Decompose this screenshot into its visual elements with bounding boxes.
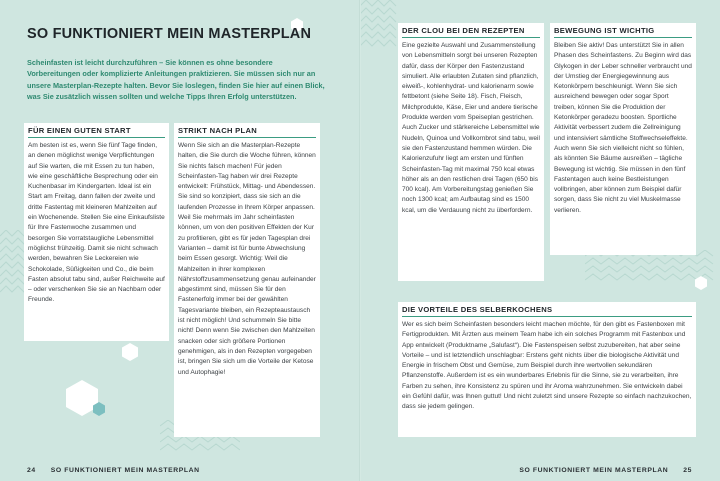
zigzag-pattern-right [585, 250, 715, 300]
page-number-left [27, 467, 200, 474]
zigzag-pattern-top [360, 0, 400, 120]
box-heading: DIE VORTEILE DES SELBERKOCHENS [402, 305, 692, 317]
intro-paragraph: Scheinfasten ist leicht durchzuführen – Sie können es ohne besondere Vorbereitungen oder komplizierte Anleitungen praktizieren. Sie müssen sich nur an unsere Masterplan-Rezepte halten. Bevor Sie loslegen, finden Sie hier auf einen Blick, was Sie zusätzlich wissen sollten und welche Tipps Ihren Erfolg unterstützen. [27, 58, 325, 102]
box-heading: FÜR EINEN GUTEN START [28, 126, 165, 138]
box-text: Wer es sich beim Scheinfasten besonders leicht machen möchte, für den gibt es Fastenboxen mit Fertigprodukten. Mit Ärzten aus meinem Team habe ich ein solches Programm mit Fastenbox und App entwickelt (Produktname „Salufast“). Die Fastenspeisen selbst zuzubereiten, hat aber seine Vorteile – und ist letztendlich unschlagbar: Erstens geht nichts über die biologische Aktivität und Energie in frischem Obst und Gemüse, zum Beispiel durch ihre wertvollen sekundären Pflanzenstoffe. Außerdem ist es ein wunderbares Erlebnis für die Sinne, sie zu verarbeiten, ihre Farben zu sehen, ihre Konsistenz zu spüren und ihr Aroma wahrzunehmen. Sie entwickeln dabei ein Gefühl dafür, was Ihnen guttut! Und nicht zuletzt sind unsere Rezepte so einfach nachzukochen, dass sie jedem gelingen. [402, 321, 692, 411]
tip-box-recipe-clue [398, 23, 544, 281]
tip-box-exercise [550, 23, 696, 255]
book-fold [359, 0, 361, 481]
box-text: Bleiben Sie aktiv! Das unterstützt Sie in allen Phasen des Scheinfastens. Zu Beginn wird das Glykogen in der Leber schneller verbraucht und der Umstieg der Energiegewinnung aus Ketonkörpern beschleunigt. Wenn Sie sich ausreichend bewegen oder sogar Sport treiben, können Sie die Produktion der Ketonkörper geradezu boosten. Sportliche Aktivität verbessert zudem die Zellreinigung und intensiviert sämtliche Stoffwechseleffekte. Auch wenn Sie sich vielleicht nicht so fühlen, als könnten Sie Bäume ausreißen – tägliche Bewegung ist wichtig. Sie müssen in den fünf Fastentagen auch keine Bestleistungen vollbringen, aber können zum Beispiel dafür sorgen, dass Sie nicht zu viel Muskelmasse verlieren. [554, 42, 692, 214]
box-text: Wenn Sie sich an die Masterplan-Rezepte halten, die Sie durch die Woche führen, können Sie nichts falsch machen! Für jeden Scheinfasten-Tag haben wir drei Rezepte entwickelt: Frühstück, Mittag- und Abendessen. Sie sind so konzipiert, dass sie sich an die laufenden Prozesse in Ihrem Körper anpassen. Weil Sie mehrmals im Jahr scheinfasten können, um von den positiven Effekten der Kur zu profitieren, gibt es für jeden Tagesplan drei Varianten – damit ist für bunte Abwechslung beim Essen gesorgt. Wichtig: Weil die Mahlzeiten in ihrer komplexen Nährstoffzusammensetzung genau aufeinander abgestimmt sind, müssen Sie für den Fastenerfolg immer bei der gewählten Tagesvariante bleiben, ein Rezepteaustausch ist nicht möglich! Und schummeln Sie bitte nicht! Denn wenn Sie zwischen den Mahlzeiten snacken oder sich größere Portionen genehmigen, als in den Rezepten vorgegeben ist, bringen Sie sich um die Vorteile der Ketose und Autophagie! [178, 142, 316, 376]
box-heading: DER CLOU BEI DEN REZEPTEN [402, 26, 540, 38]
box-text: Am besten ist es, wenn Sie fünf Tage finden, an denen möglichst wenige Verpflichtungen auf Sie warten, die mit Essen zu tun haben, wie eine geschäftliche Besprechung oder ein Kuchenbasar im Kindergarten. Ideal ist ein Start am Freitag, dann fallen der zweite und dritte Fastentag mit kleineren Mahlzeiten auf ein Wochenende. Stellen Sie eine Einkaufsliste für Ihre Fastenwoche zusammen und besorgen Sie vorratstaugliche Lebensmittel möglichst frühzeitig. Damit sie nicht schwach werden, bewahren Sie Leckereien wie Schokolade, Süßigkeiten und Co., die beim Fasten absolut tabu sind, außer Reichweite auf – oder verschenken Sie sie an Nachbarn oder Freunde. [28, 142, 165, 304]
tip-box-strict-plan [174, 123, 320, 437]
page-title: SO FUNKTIONIERT MEIN MASTERPLAN [27, 26, 312, 42]
hexagon-decoration [121, 343, 139, 361]
hexagon-decoration [694, 276, 708, 290]
box-heading: STRIKT NACH PLAN [178, 126, 316, 138]
box-heading: BEWEGUNG IST WICHTIG [554, 26, 692, 38]
tip-box-good-start [24, 123, 169, 341]
page-number: 24 [27, 467, 36, 474]
footer-running-title: SO FUNKTIONIERT MEIN MASTERPLAN [519, 467, 669, 474]
right-page [360, 0, 720, 481]
box-text: Eine gezielte Auswahl und Zusammenstellung von Lebensmitteln sorgt bei unseren Rezepten dafür, dass der Körper den Fastenzustand simuliert. Alle erlaubten Zutaten sind pflanzlich, eiweiß-, kohlenhydrat- und kalorienarm sowie fettbetont (siehe Seite 18). Fisch, Fleisch, Milchprodukte, Käse, Eier und andere tierische Produkte werden vom Speiseplan gestrichen. Auch Zucker und stärkereiche Lebensmittel wie Nudeln, Quinoa und Vollkornbrot sind tabu, weil sie den Fastenzustand hemmen würden. Die Kalorienzufuhr liegt am ersten und fünften Scheinfasten-Tag mit maximal 750 kcal etwas höher als an den restlichen drei Tagen (650 bis 700 kcal). Am Vorbereitungstag genießen Sie noch 1300 kcal; am Aufbautag sind es 1500 kcal, um die Verdauung nicht zu überfordern. [402, 42, 540, 214]
tip-box-home-cooking [398, 302, 696, 437]
page-number-right [519, 467, 692, 474]
hexagon-decoration [92, 402, 106, 416]
footer-running-title: SO FUNKTIONIERT MEIN MASTERPLAN [50, 467, 200, 474]
page-number: 25 [683, 467, 692, 474]
